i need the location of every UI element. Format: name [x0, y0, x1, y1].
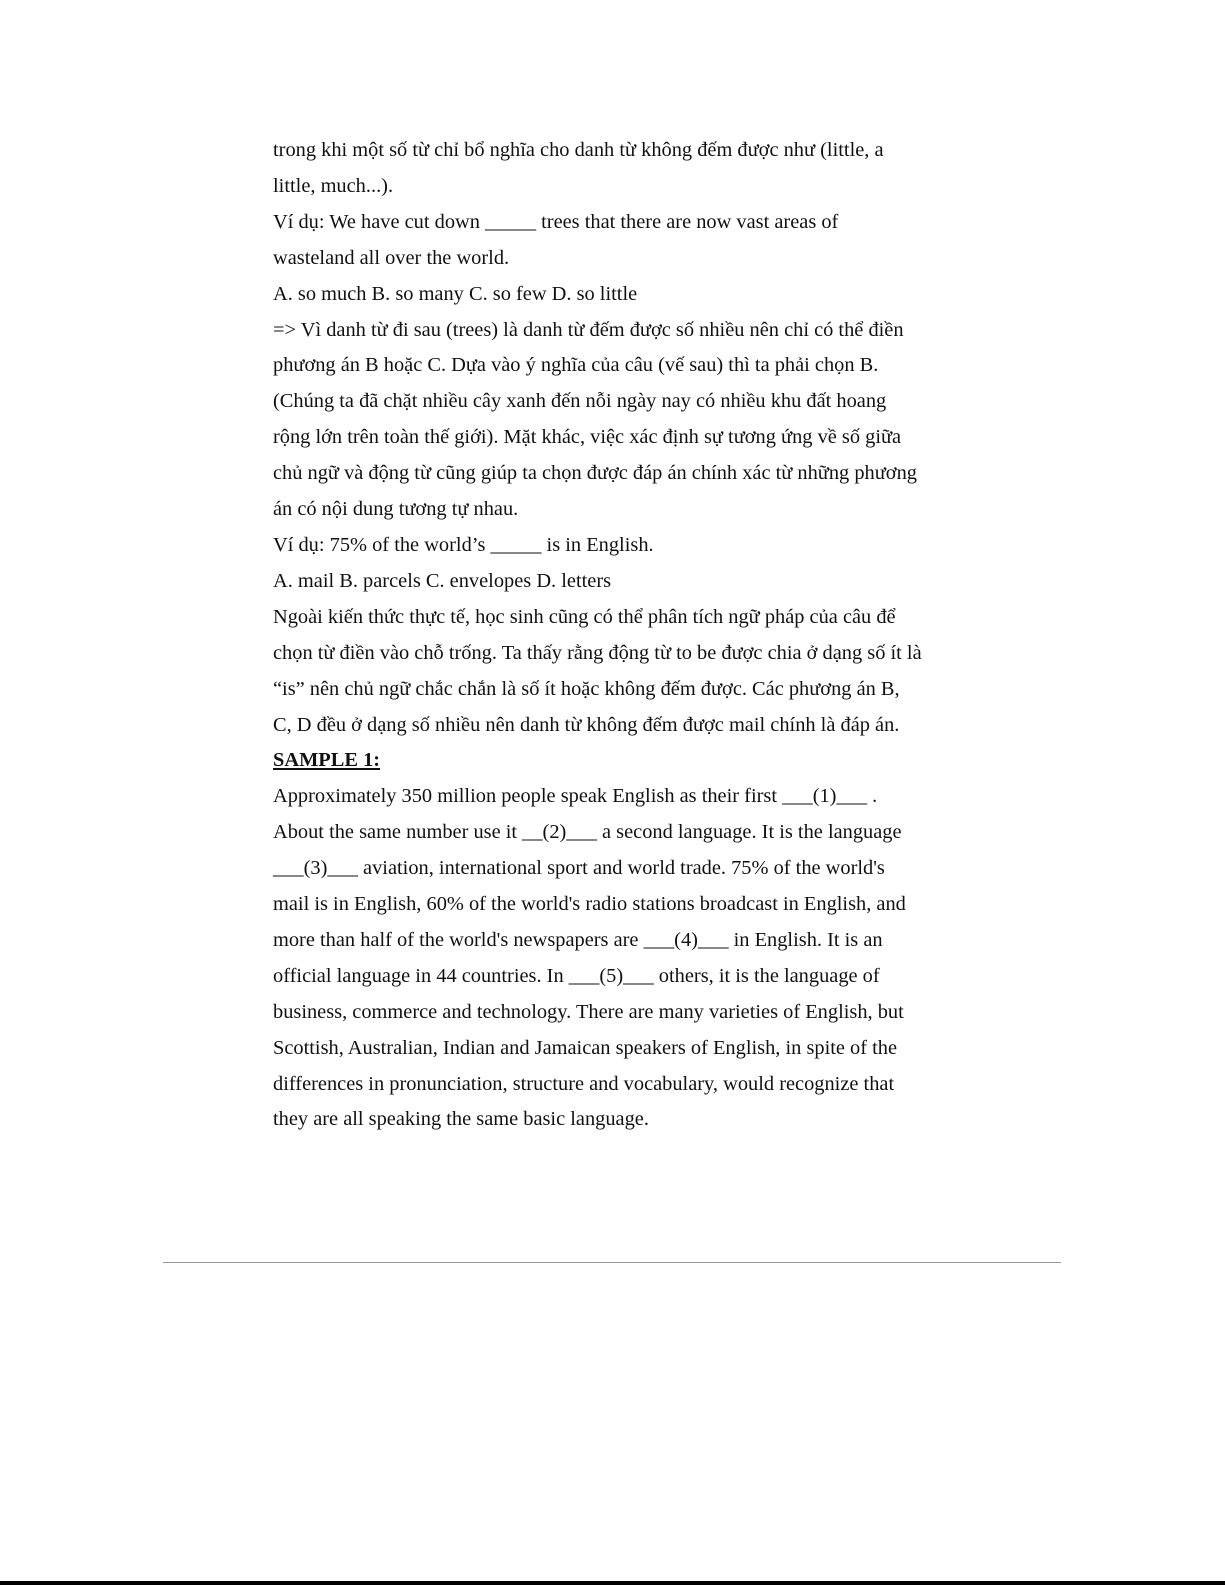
- passage-line: About the same number use it __(2)___ a second language. It is the language: [273, 821, 902, 844]
- footer-divider: [163, 1262, 1061, 1263]
- passage-line: business, commerce and technology. There are many varieties of English, but: [273, 1000, 904, 1023]
- text-line: Ngoài kiến thức thực tế, học sinh cũng có thể phân tích ngữ pháp của câu để: [273, 605, 896, 628]
- sample-heading: SAMPLE 1:: [273, 749, 381, 772]
- text-line: little, much...).: [273, 174, 394, 197]
- text-line: phương án B hoặc C. Dựa vào ý nghĩa của câu (vế sau) thì ta phải chọn B.: [273, 354, 879, 377]
- text-line: “is” nên chủ ngữ chắc chắn là số ít hoặc không đếm được. Các phương án B,: [273, 677, 900, 700]
- passage-line: they are all speaking the same basic language.: [273, 1108, 649, 1131]
- passage-line: Scottish, Australian, Indian and Jamaican speakers of English, in spite of the: [273, 1036, 898, 1059]
- example-question-2: Ví dụ: 75% of the world’s _____ is in English.: [273, 533, 654, 556]
- passage-line: more than half of the world's newspapers are ___(4)___ in English. It is an: [273, 928, 883, 951]
- text-line: chủ ngữ và động từ cũng giúp ta chọn được đáp án chính xác từ những phương: [273, 462, 917, 485]
- passage-line: differences in pronunciation, structure and vocabulary, would recognize that: [273, 1072, 895, 1095]
- text-line: => Vì danh từ đi sau (trees) là danh từ đếm được số nhiều nên chỉ có thể điền: [273, 318, 904, 341]
- passage-line: ___(3)___ aviation, international sport and world trade. 75% of the world's: [273, 857, 885, 880]
- answer-options-1: A. so much B. so many C. so few D. so little: [273, 282, 638, 305]
- text-line: C, D đều ở dạng số nhiều nên danh từ không đếm được mail chính là đáp án.: [273, 713, 900, 736]
- example-question-1: Ví dụ: We have cut down _____ trees that there are now vast areas of: [273, 210, 839, 233]
- page-bottom-edge: [0, 1581, 1225, 1585]
- answer-options-2: A. mail B. parcels C. envelopes D. letters: [273, 569, 612, 592]
- text-line: chọn từ điền vào chỗ trống. Ta thấy rằng động từ to be được chia ở dạng số ít là: [273, 641, 922, 664]
- passage-line: mail is in English, 60% of the world's radio stations broadcast in English, and: [273, 893, 906, 916]
- text-line: (Chúng ta đã chặt nhiều cây xanh đến nỗi ngày nay có nhiều khu đất hoang: [273, 390, 887, 413]
- text-line: rộng lớn trên toàn thế giới). Mặt khác, việc xác định sự tương ứng về số giữa: [273, 426, 902, 449]
- page-body: [273, 133, 953, 1138]
- text-line: wasteland all over the world.: [273, 246, 510, 269]
- passage-line: official language in 44 countries. In ___(5)___ others, it is the language of: [273, 964, 880, 987]
- text-line: án có nội dung tương tự nhau.: [273, 498, 519, 521]
- passage-line: Approximately 350 million people speak English as their first ___(1)___ .: [273, 785, 878, 808]
- text-line: trong khi một số từ chỉ bổ nghĩa cho danh từ không đếm được như (little, a: [273, 139, 884, 161]
